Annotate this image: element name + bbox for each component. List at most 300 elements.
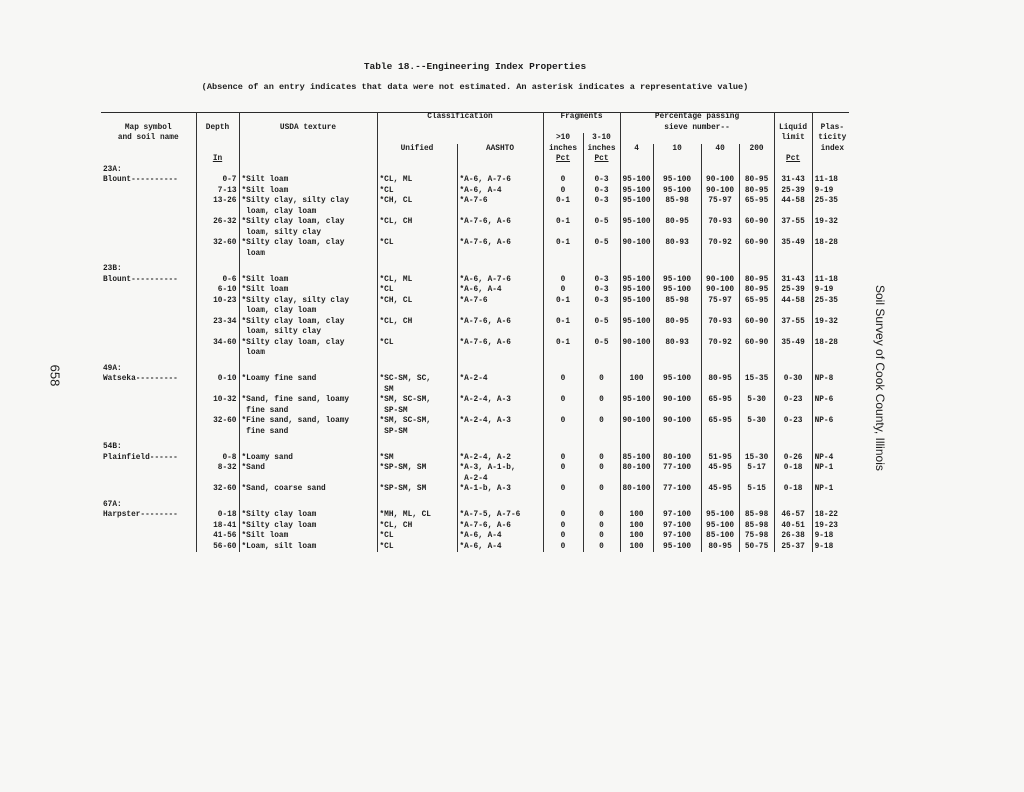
fragments-gt10-cell bbox=[543, 385, 583, 396]
usda-texture-cell: *Sand, fine sand, loamy bbox=[239, 395, 377, 406]
map-symbol-cell bbox=[101, 196, 196, 207]
fragments-gt10-cell bbox=[543, 500, 583, 511]
aashto-cell bbox=[457, 264, 543, 275]
aashto-cell: *A-7-5, A-7-6 bbox=[457, 510, 543, 521]
fragments-3-10-cell: 0-5 bbox=[583, 238, 620, 249]
sieve-4-cell: 100 bbox=[620, 510, 653, 521]
map-symbol-cell bbox=[101, 416, 196, 427]
unified-cell: *CL bbox=[377, 542, 457, 553]
unit-pct-frag-3-10: Pct bbox=[594, 155, 609, 163]
map-symbol-cell bbox=[101, 395, 196, 406]
sieve-200-cell: 85-98 bbox=[739, 521, 774, 532]
table-row bbox=[101, 165, 852, 176]
liquid-limit-cell bbox=[774, 249, 812, 260]
hdr-soil-name: and soil name bbox=[117, 134, 179, 142]
sieve-40-cell bbox=[701, 385, 739, 396]
sieve-10-cell: 80-95 bbox=[653, 317, 701, 328]
table-row bbox=[101, 484, 852, 495]
unit-pct-frag-gt10: Pct bbox=[555, 155, 571, 163]
liquid-limit-cell: 0-18 bbox=[774, 484, 812, 495]
aashto-cell: *A-6, A-4 bbox=[457, 531, 543, 542]
aashto-cell: *A-2-4 bbox=[457, 374, 543, 385]
liquid-limit-cell: 31-43 bbox=[774, 275, 812, 286]
sieve-200-cell: 80-95 bbox=[739, 285, 774, 296]
usda-texture-cell: *Silt loam bbox=[239, 275, 377, 286]
liquid-limit-cell bbox=[774, 406, 812, 417]
fragments-3-10-cell bbox=[583, 327, 620, 338]
sieve-40-cell: 90-100 bbox=[701, 285, 739, 296]
map-symbol-cell: 67A: bbox=[103, 500, 122, 509]
depth-cell bbox=[196, 406, 239, 417]
map-symbol-cell bbox=[101, 317, 196, 328]
fragments-gt10-cell bbox=[543, 165, 583, 176]
usda-texture-cell: fine sand bbox=[239, 406, 377, 417]
table-row bbox=[101, 275, 852, 286]
sieve-10-cell bbox=[653, 427, 701, 438]
sieve-4-cell bbox=[620, 207, 653, 218]
map-symbol-cell bbox=[101, 238, 196, 249]
aashto-cell bbox=[457, 427, 543, 438]
unified-cell bbox=[377, 207, 457, 218]
sieve-4-cell: 100 bbox=[620, 531, 653, 542]
table-row bbox=[101, 249, 852, 260]
unit-inches: In bbox=[212, 155, 223, 163]
sieve-10-cell bbox=[653, 364, 701, 375]
sieve-40-cell: 95-100 bbox=[701, 510, 739, 521]
depth-cell bbox=[196, 249, 239, 260]
aashto-cell: *A-6, A-4 bbox=[457, 542, 543, 553]
sieve-10-cell bbox=[653, 348, 701, 359]
unified-cell: *CL, CH bbox=[377, 217, 457, 228]
sieve-40-cell: 80-95 bbox=[701, 542, 739, 553]
sieve-4-cell: 80-100 bbox=[620, 463, 653, 474]
usda-texture-cell bbox=[239, 165, 377, 176]
map-symbol-cell bbox=[101, 463, 196, 474]
map-symbol-cell bbox=[101, 249, 196, 260]
fragments-gt10-cell bbox=[543, 442, 583, 453]
usda-texture-cell: *Loamy sand bbox=[239, 453, 377, 464]
depth-cell: 32-60 bbox=[196, 416, 239, 427]
unified-cell: *SM, SC-SM, bbox=[377, 416, 457, 427]
fragments-3-10-cell bbox=[583, 264, 620, 275]
sieve-10-cell bbox=[653, 306, 701, 317]
plasticity-index-cell: 18-28 bbox=[812, 238, 852, 249]
unified-cell: *CL bbox=[377, 186, 457, 197]
sieve-40-cell bbox=[701, 228, 739, 239]
plasticity-index-cell: NP-6 bbox=[812, 395, 852, 406]
sieve-4-cell bbox=[620, 327, 653, 338]
unified-cell: *CL bbox=[377, 238, 457, 249]
sieve-4-cell bbox=[620, 500, 653, 511]
sieve-4-cell: 95-100 bbox=[620, 196, 653, 207]
usda-texture-cell: loam bbox=[239, 348, 377, 359]
sieve-200-cell: 15-35 bbox=[739, 374, 774, 385]
fragments-3-10-cell bbox=[583, 249, 620, 260]
sieve-4-cell bbox=[620, 474, 653, 485]
map-symbol-cell bbox=[101, 296, 196, 307]
unified-cell: *CH, CL bbox=[377, 296, 457, 307]
liquid-limit-cell: 37-55 bbox=[774, 217, 812, 228]
plasticity-index-cell: NP-6 bbox=[812, 416, 852, 427]
fragments-3-10-cell bbox=[583, 427, 620, 438]
plasticity-index-cell bbox=[812, 364, 852, 375]
table-row bbox=[101, 531, 852, 542]
fragments-gt10-cell: 0 bbox=[543, 275, 583, 286]
sieve-4-cell: 90-100 bbox=[620, 416, 653, 427]
fragments-gt10-cell: 0 bbox=[543, 453, 583, 464]
aashto-cell bbox=[457, 228, 543, 239]
plasticity-index-cell: 19-32 bbox=[812, 217, 852, 228]
fragments-3-10-cell: 0 bbox=[583, 463, 620, 474]
sieve-200-cell bbox=[739, 327, 774, 338]
table-header bbox=[101, 112, 852, 165]
fragments-gt10-cell: 0 bbox=[543, 542, 583, 553]
map-symbol-cell bbox=[101, 348, 196, 359]
fragments-gt10-cell: 0 bbox=[543, 531, 583, 542]
table-row bbox=[101, 217, 852, 228]
table-title: Table 18.--Engineering Index Properties bbox=[363, 61, 587, 72]
plasticity-index-cell: 25-35 bbox=[812, 296, 852, 307]
depth-cell bbox=[196, 385, 239, 396]
table-row bbox=[101, 385, 852, 396]
fragments-3-10-cell: 0 bbox=[583, 374, 620, 385]
unit-pct-liquid: Pct bbox=[786, 155, 801, 163]
fragments-gt10-cell: 0 bbox=[543, 374, 583, 385]
table-row bbox=[101, 306, 852, 317]
table-row bbox=[101, 296, 852, 307]
usda-texture-cell: loam, silty clay bbox=[239, 228, 377, 239]
sieve-4-cell: 95-100 bbox=[620, 395, 653, 406]
aashto-cell: *A-7-6, A-6 bbox=[457, 238, 543, 249]
usda-texture-cell: fine sand bbox=[239, 427, 377, 438]
fragments-gt10-cell: 0 bbox=[543, 186, 583, 197]
fragments-3-10-cell bbox=[583, 385, 620, 396]
liquid-limit-cell: 35-49 bbox=[774, 338, 812, 349]
hdr-liquid-b: limit bbox=[774, 133, 812, 144]
hdr-aashto: AASHTO bbox=[457, 144, 543, 155]
sieve-10-cell: 85-98 bbox=[653, 296, 701, 307]
sieve-10-cell: 77-100 bbox=[653, 484, 701, 495]
liquid-limit-cell bbox=[774, 500, 812, 511]
aashto-cell bbox=[457, 249, 543, 260]
usda-texture-cell: *Silt loam bbox=[239, 285, 377, 296]
sieve-4-cell: 95-100 bbox=[620, 186, 653, 197]
sieve-200-cell bbox=[739, 364, 774, 375]
hdr-frag-gt10-a: >10 bbox=[543, 133, 583, 144]
fragments-3-10-cell bbox=[583, 306, 620, 317]
liquid-limit-cell: 0-18 bbox=[774, 463, 812, 474]
sieve-200-cell bbox=[739, 165, 774, 176]
usda-texture-cell: *Silty clay loam, clay bbox=[239, 338, 377, 349]
sieve-10-cell bbox=[653, 500, 701, 511]
sieve-10-cell bbox=[653, 442, 701, 453]
fragments-3-10-cell: 0-5 bbox=[583, 338, 620, 349]
fragments-gt10-cell bbox=[543, 207, 583, 218]
aashto-cell: *A-2-4, A-2 bbox=[457, 453, 543, 464]
depth-cell bbox=[196, 348, 239, 359]
sieve-40-cell: 90-100 bbox=[701, 275, 739, 286]
fragments-3-10-cell: 0 bbox=[583, 542, 620, 553]
aashto-cell bbox=[457, 327, 543, 338]
fragments-gt10-cell: 0-1 bbox=[543, 338, 583, 349]
fragments-gt10-cell: 0-1 bbox=[543, 217, 583, 228]
usda-texture-cell: *Silty clay loam, clay bbox=[239, 217, 377, 228]
fragments-3-10-cell: 0-3 bbox=[583, 196, 620, 207]
map-symbol-cell bbox=[101, 427, 196, 438]
usda-texture-cell: *Silt loam bbox=[239, 531, 377, 542]
usda-texture-cell: *Silty clay, silty clay bbox=[239, 196, 377, 207]
sieve-200-cell bbox=[739, 306, 774, 317]
unified-cell bbox=[377, 228, 457, 239]
depth-cell: 34-60 bbox=[196, 338, 239, 349]
unified-cell: SM bbox=[377, 385, 457, 396]
depth-cell bbox=[196, 500, 239, 511]
unified-cell bbox=[377, 327, 457, 338]
fragments-3-10-cell bbox=[583, 364, 620, 375]
sieve-10-cell bbox=[653, 207, 701, 218]
sieve-40-cell bbox=[701, 442, 739, 453]
plasticity-index-cell bbox=[812, 474, 852, 485]
depth-cell: 56-60 bbox=[196, 542, 239, 553]
sieve-40-cell: 65-95 bbox=[701, 395, 739, 406]
table-row bbox=[101, 338, 852, 349]
usda-texture-cell: *Silt loam bbox=[239, 175, 377, 186]
plasticity-index-cell bbox=[812, 500, 852, 511]
usda-texture-cell: *Silty clay loam bbox=[239, 521, 377, 532]
sieve-200-cell bbox=[739, 474, 774, 485]
hdr-frag-gt10-b: inches bbox=[543, 144, 583, 155]
sieve-10-cell: 95-100 bbox=[653, 285, 701, 296]
plasticity-index-cell: NP-1 bbox=[812, 484, 852, 495]
table-row bbox=[101, 175, 852, 186]
table-row bbox=[101, 474, 852, 485]
plasticity-index-cell: 9-18 bbox=[812, 542, 852, 553]
table-row bbox=[101, 395, 852, 406]
plasticity-index-cell: 25-35 bbox=[812, 196, 852, 207]
plasticity-index-cell: NP-4 bbox=[812, 453, 852, 464]
plasticity-index-cell bbox=[812, 228, 852, 239]
map-symbol-cell bbox=[101, 521, 196, 532]
liquid-limit-cell bbox=[774, 306, 812, 317]
sieve-10-cell: 95-100 bbox=[653, 542, 701, 553]
sieve-200-cell: 75-98 bbox=[739, 531, 774, 542]
fragments-3-10-cell: 0-3 bbox=[583, 285, 620, 296]
usda-texture-cell: *Silty clay loam, clay bbox=[239, 238, 377, 249]
sieve-200-cell bbox=[739, 500, 774, 511]
sieve-10-cell: 90-100 bbox=[653, 395, 701, 406]
map-symbol-cell bbox=[101, 228, 196, 239]
usda-texture-cell bbox=[239, 500, 377, 511]
depth-cell: 10-32 bbox=[196, 395, 239, 406]
map-symbol-cell: 49A: bbox=[103, 364, 122, 373]
usda-texture-cell: *Silt loam bbox=[239, 186, 377, 197]
depth-cell bbox=[196, 228, 239, 239]
map-symbol-cell bbox=[101, 207, 196, 218]
fragments-3-10-cell bbox=[583, 474, 620, 485]
fragments-3-10-cell: 0-3 bbox=[583, 186, 620, 197]
aashto-cell: *A-6, A-7-6 bbox=[457, 175, 543, 186]
sieve-10-cell bbox=[653, 165, 701, 176]
liquid-limit-cell bbox=[774, 165, 812, 176]
unified-cell: *CL bbox=[377, 338, 457, 349]
depth-cell: 41-56 bbox=[196, 531, 239, 542]
liquid-limit-cell bbox=[774, 207, 812, 218]
sieve-40-cell bbox=[701, 264, 739, 275]
hdr-plas-b: ticity bbox=[812, 133, 852, 144]
fragments-3-10-cell bbox=[583, 165, 620, 176]
liquid-limit-cell: 46-57 bbox=[774, 510, 812, 521]
table-subtitle: (Absence of an entry indicates that data were not estimated. An asterisk indicates a representative value) bbox=[201, 82, 749, 92]
fragments-3-10-cell: 0-3 bbox=[583, 275, 620, 286]
plasticity-index-cell: NP-8 bbox=[812, 374, 852, 385]
depth-cell bbox=[196, 207, 239, 218]
sieve-4-cell bbox=[620, 427, 653, 438]
fragments-gt10-cell: 0 bbox=[543, 395, 583, 406]
unified-cell bbox=[377, 474, 457, 485]
hdr-liquid-a: Liquid bbox=[774, 123, 812, 134]
unified-cell: SP-SM bbox=[377, 406, 457, 417]
sieve-40-cell: 75-97 bbox=[701, 296, 739, 307]
liquid-limit-cell: 44-58 bbox=[774, 196, 812, 207]
plasticity-index-cell bbox=[812, 327, 852, 338]
fragments-gt10-cell bbox=[543, 427, 583, 438]
unified-cell: *SM, SC-SM, bbox=[377, 395, 457, 406]
depth-cell: 32-60 bbox=[196, 238, 239, 249]
sieve-10-cell bbox=[653, 228, 701, 239]
sieve-40-cell bbox=[701, 165, 739, 176]
hdr-frag-3-10-b: inches bbox=[583, 144, 620, 155]
fragments-gt10-cell bbox=[543, 474, 583, 485]
plasticity-index-cell: 11-18 bbox=[812, 275, 852, 286]
plasticity-index-cell bbox=[812, 306, 852, 317]
sieve-40-cell: 90-100 bbox=[701, 186, 739, 197]
map-symbol-cell bbox=[101, 285, 196, 296]
map-symbol-cell: Watseka--------- bbox=[103, 375, 178, 383]
map-symbol-cell bbox=[101, 338, 196, 349]
liquid-limit-cell: 25-39 bbox=[774, 285, 812, 296]
map-symbol-cell bbox=[101, 217, 196, 228]
aashto-cell bbox=[457, 348, 543, 359]
unified-cell: *CL bbox=[377, 285, 457, 296]
hdr-fragments: Fragments bbox=[543, 112, 620, 123]
sieve-40-cell: 45-95 bbox=[701, 484, 739, 495]
fragments-3-10-cell bbox=[583, 348, 620, 359]
sieve-4-cell bbox=[620, 249, 653, 260]
unified-cell bbox=[377, 264, 457, 275]
sieve-10-cell: 95-100 bbox=[653, 275, 701, 286]
fragments-3-10-cell bbox=[583, 500, 620, 511]
unified-cell: *SP-SM, SM bbox=[377, 463, 457, 474]
table-body bbox=[101, 165, 852, 553]
fragments-gt10-cell bbox=[543, 327, 583, 338]
table-row bbox=[101, 264, 852, 275]
aashto-cell: *A-1-b, A-3 bbox=[457, 484, 543, 495]
sieve-4-cell: 90-100 bbox=[620, 338, 653, 349]
map-symbol-cell bbox=[101, 385, 196, 396]
table-row bbox=[101, 542, 852, 553]
map-symbol-cell: 54B: bbox=[103, 443, 122, 451]
liquid-limit-cell bbox=[774, 385, 812, 396]
hdr-plas-a: Plas- bbox=[812, 123, 852, 134]
table-row bbox=[101, 510, 852, 521]
usda-texture-cell: *Silty clay loam bbox=[239, 510, 377, 521]
sieve-40-cell bbox=[701, 500, 739, 511]
map-symbol-cell bbox=[101, 406, 196, 417]
liquid-limit-cell bbox=[774, 228, 812, 239]
depth-cell: 0-18 bbox=[196, 510, 239, 521]
usda-texture-cell: loam, clay loam bbox=[239, 306, 377, 317]
fragments-3-10-cell: 0 bbox=[583, 521, 620, 532]
fragments-3-10-cell: 0-3 bbox=[583, 296, 620, 307]
fragments-gt10-cell: 0 bbox=[543, 510, 583, 521]
sieve-200-cell: 65-95 bbox=[739, 296, 774, 307]
sieve-40-cell: 45-95 bbox=[701, 463, 739, 474]
map-symbol-cell: 23B: bbox=[103, 265, 122, 273]
sieve-40-cell bbox=[701, 306, 739, 317]
usda-texture-cell bbox=[239, 264, 377, 275]
sieve-200-cell: 5-30 bbox=[739, 416, 774, 427]
unified-cell bbox=[377, 364, 457, 375]
hdr-plas-c: index bbox=[812, 144, 852, 155]
sieve-200-cell bbox=[739, 385, 774, 396]
usda-texture-cell bbox=[239, 385, 377, 396]
sieve-200-cell: 5-30 bbox=[739, 395, 774, 406]
sieve-200-cell bbox=[739, 207, 774, 218]
aashto-cell: *A-7-6, A-6 bbox=[457, 317, 543, 328]
sieve-40-cell: 75-97 bbox=[701, 196, 739, 207]
sieve-40-cell: 70-92 bbox=[701, 238, 739, 249]
fragments-3-10-cell: 0 bbox=[583, 416, 620, 427]
liquid-limit-cell: 0-26 bbox=[774, 453, 812, 464]
depth-cell bbox=[196, 474, 239, 485]
sieve-40-cell: 70-93 bbox=[701, 317, 739, 328]
liquid-limit-cell bbox=[774, 427, 812, 438]
table-row bbox=[101, 207, 852, 218]
depth-cell: 0-10 bbox=[196, 374, 239, 385]
map-symbol-cell: Blount---------- bbox=[103, 176, 178, 184]
sieve-4-cell bbox=[620, 406, 653, 417]
sieve-4-cell bbox=[620, 348, 653, 359]
map-symbol-cell bbox=[101, 474, 196, 485]
liquid-limit-cell: 0-23 bbox=[774, 395, 812, 406]
sieve-4-cell: 95-100 bbox=[620, 275, 653, 286]
sieve-10-cell bbox=[653, 327, 701, 338]
depth-cell bbox=[196, 327, 239, 338]
plasticity-index-cell: 9-19 bbox=[812, 285, 852, 296]
fragments-3-10-cell: 0 bbox=[583, 484, 620, 495]
fragments-gt10-cell bbox=[543, 364, 583, 375]
depth-cell bbox=[196, 264, 239, 275]
usda-texture-cell bbox=[239, 474, 377, 485]
unified-cell bbox=[377, 306, 457, 317]
depth-cell: 8-32 bbox=[196, 463, 239, 474]
sieve-4-cell bbox=[620, 165, 653, 176]
table-row bbox=[101, 521, 852, 532]
depth-cell: 0-7 bbox=[196, 175, 239, 186]
sieve-4-cell: 95-100 bbox=[620, 296, 653, 307]
table-row bbox=[101, 238, 852, 249]
liquid-limit-cell bbox=[774, 442, 812, 453]
liquid-limit-cell: 25-39 bbox=[774, 186, 812, 197]
sieve-200-cell: 5-15 bbox=[739, 484, 774, 495]
plasticity-index-cell bbox=[812, 165, 852, 176]
unified-cell: *MH, ML, CL bbox=[377, 510, 457, 521]
hdr-usda-texture: USDA texture bbox=[239, 123, 377, 134]
usda-texture-cell: loam, clay loam bbox=[239, 207, 377, 218]
hdr-sieve-200: 200 bbox=[739, 144, 774, 155]
plasticity-index-cell: 9-19 bbox=[812, 186, 852, 197]
aashto-cell: A-2-4 bbox=[457, 474, 543, 485]
